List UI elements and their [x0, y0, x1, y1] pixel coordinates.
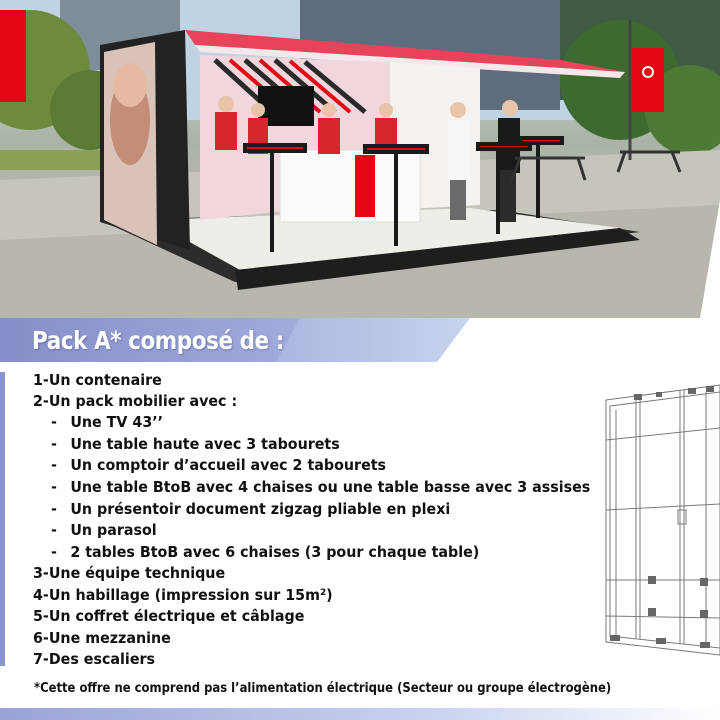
list-subitem: - Une table haute avec 3 tabourets [51, 434, 340, 453]
bottom-bar [0, 708, 720, 720]
vodafone-banner-left [0, 10, 26, 102]
list-item: 7-Des escaliers [33, 650, 156, 668]
left-accent-bar [0, 372, 5, 666]
list-subitem: - Un parasol [51, 521, 157, 539]
list-subitem: - Un comptoir d’accueil avec 2 tabourets [51, 456, 387, 474]
container-wireframe-drawing [596, 380, 720, 665]
list-item: 4-Un habillage (impression sur 15m²) [33, 585, 333, 604]
photo-scene [0, 0, 720, 318]
list-subitem: - Une table BtoB avec 4 chaises ou une table basse avec 3 assises [51, 478, 591, 496]
footnote: *Cette offre ne comprend pas l’alimentation électrique (Secteur ou groupe électrogène) [34, 681, 612, 696]
list-subitem: - Une TV 43’’ [51, 413, 164, 431]
list-item: 2-Un pack mobilier avec : [33, 392, 238, 410]
page-title: Pack A* composé de : [32, 326, 284, 355]
list-subitem: - Un présentoir document zigzag pliable en plexi [51, 499, 451, 518]
list-item: 3-Une équipe technique [33, 564, 226, 582]
list-item: 6-Une mezzanine [33, 628, 171, 647]
list-subitem: - 2 tables BtoB avec 6 chaises (3 pour chaque table) [51, 542, 480, 561]
vodafone-banner-right [632, 48, 664, 112]
list-item: 5-Un coffret électrique et câblage [33, 607, 305, 625]
container-stand-photo [0, 0, 720, 318]
list-item: 1-Un contenaire [33, 371, 162, 389]
